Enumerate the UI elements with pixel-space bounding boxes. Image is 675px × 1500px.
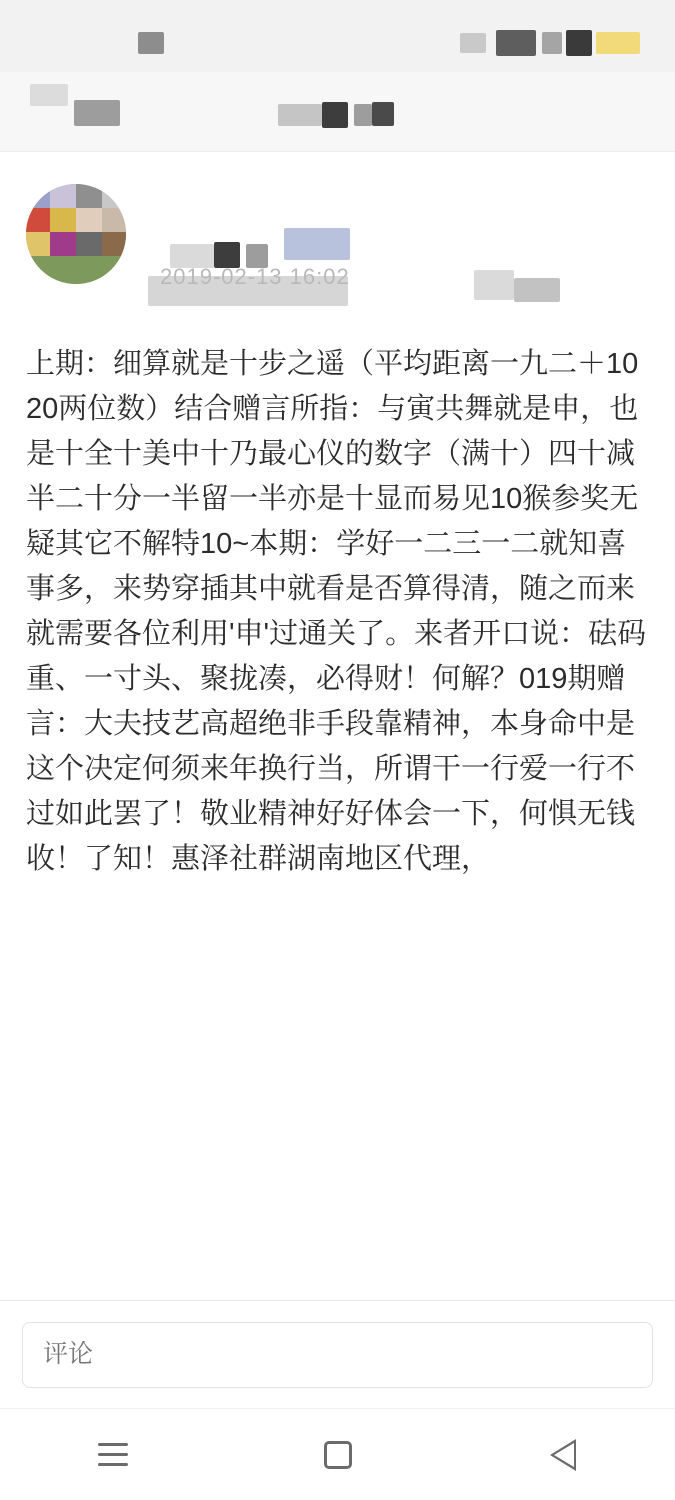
hamburger-icon [98,1443,128,1466]
system-nav-bar [0,1408,675,1500]
redacted-block [30,84,68,106]
redacted-block [514,278,560,302]
home-square-icon [324,1441,352,1469]
redacted-block [596,32,640,54]
redacted-block [322,102,348,128]
redacted-block [284,228,350,260]
back-triangle-icon [550,1439,576,1471]
menu-button[interactable] [53,1425,173,1485]
comment-input[interactable] [22,1322,653,1388]
status-bar [0,0,675,72]
redacted-block [138,32,164,54]
app-header [0,72,675,152]
redacted-block [460,33,486,53]
redacted-block [354,104,372,126]
redacted-block [372,102,394,126]
home-button[interactable] [278,1425,398,1485]
comment-bar [0,1300,675,1408]
redacted-block [474,270,514,300]
redacted-block [496,30,536,56]
post-text: 上期：细算就是十步之遥（平均距离一九二＋1020两位数）结合赠言所指：与寅共舞就是申，也是十全十美中十乃最心仪的数字（满十）四十减半二十分一半留一半亦是十显而易见10猴参奖无疑其它不解特10~本期：学好一二三一二就知喜事多，来势穿插其中就看是否算得清，随之而来就需要各位利用'申'过通关了。来者开口说：砝码重、一寸头、聚拢凑，必得财！何解？019期赠言：大夫技艺高超绝非手段靠精神，本身命中是这个决定何须来年换行当，所谓干一行爱一行不过如此罢了！敬业精神好好体会一下，何惧无钱收！了知！惠泽社群湖南地区代理， [26,348,647,875]
redacted-block [566,30,592,56]
post-body [0,332,675,1300]
post-timestamp: 2019-02-13 16:02 [160,264,350,289]
redacted-meta-blocks [0,152,675,332]
post-meta [0,152,675,332]
redacted-block [74,100,120,126]
redacted-block [278,104,322,126]
redacted-block [542,32,562,54]
back-button[interactable] [503,1425,623,1485]
